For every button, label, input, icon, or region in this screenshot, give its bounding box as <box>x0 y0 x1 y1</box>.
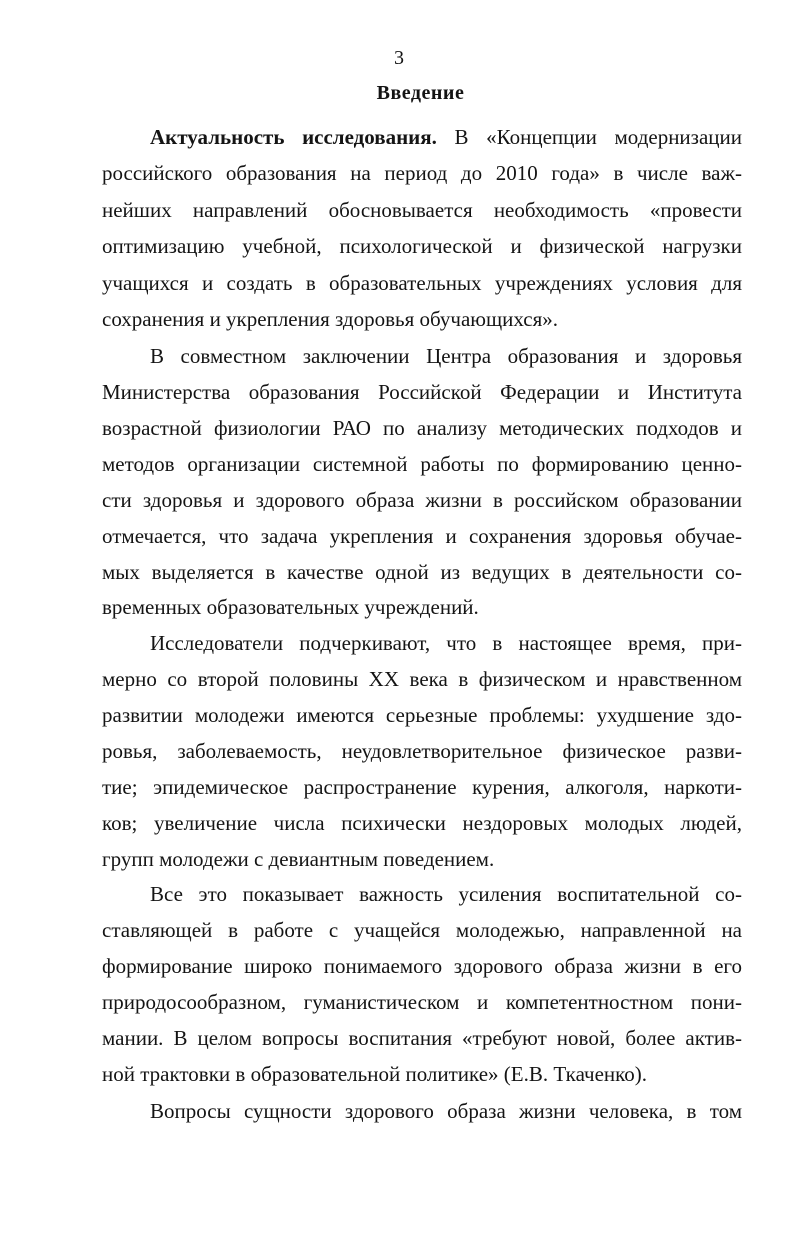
text-line: ровья, заболеваемость, неудовлетворительное физическое разви- <box>102 739 742 763</box>
text-line: Исследователи подчеркивают, что в настоящее время, при- <box>150 631 742 655</box>
text-line: мании. В целом вопросы воспитания «требуют новой, более актив- <box>102 1026 742 1050</box>
text-line: возрастной физиологии РАО по анализу методических подходов и <box>102 416 742 440</box>
text-line: методов организации системной работы по формированию ценно- <box>102 452 742 476</box>
text-line: Министерства образования Российской Федерации и Института <box>102 380 742 404</box>
text-line: Вопросы сущности здорового образа жизни человека, в том <box>150 1099 742 1123</box>
text-line: сохранения и укрепления здоровья обучающихся». <box>102 307 558 331</box>
text-line: ков; увеличение числа психически нездоровых молодых людей, <box>102 811 742 835</box>
text-line: развитии молодежи имеются серьезные проблемы: ухудшение здо- <box>102 703 742 727</box>
paragraph-lead-in: Актуальность исследования. <box>150 125 437 149</box>
text-line: оптимизацию учебной, психологической и физической нагрузки <box>102 234 742 258</box>
text-line: нейших направлений обосновывается необходимость «провести <box>102 198 742 222</box>
text-line: групп молодежи с девиантным поведением. <box>102 847 495 871</box>
line-text: В «Концепции модернизации <box>454 125 743 149</box>
page-number: 3 <box>394 47 404 69</box>
section-heading: Введение <box>376 82 465 104</box>
text-line: ставляющей в работе с учащейся молодежью, направленной на <box>102 918 742 942</box>
text-line: природосообразном, гуманистическом и компетентностном пони- <box>102 990 742 1014</box>
text-line: отмечается, что задача укрепления и сохранения здоровья обучае- <box>102 524 742 548</box>
text-line: ной трактовки в образовательной политике» (Е.В. Ткаченко). <box>102 1062 648 1086</box>
text-line: формирование широко понимаемого здорового образа жизни в его <box>102 954 742 978</box>
text-line: сти здоровья и здорового образа жизни в российском образовании <box>102 488 742 512</box>
text-line: Все это показывает важность усиления воспитательной со- <box>150 882 742 906</box>
text-line: В совместном заключении Центра образования и здоровья <box>150 344 742 368</box>
text-line <box>150 119 742 155</box>
text-line: учащихся и создать в образовательных учреждениях условия для <box>102 271 742 295</box>
text-line: российского образования на период до 2010 года» в числе важ- <box>102 161 742 185</box>
text-line: мерно со второй половины XX века в физическом и нравственном <box>102 667 742 691</box>
text-line: временных образовательных учреждений. <box>102 595 479 619</box>
text-line: мых выделяется в качестве одной из ведущих в деятельности со- <box>102 560 742 584</box>
text-line: тие; эпидемическое распространение курения, алкоголя, наркоти- <box>102 775 742 799</box>
